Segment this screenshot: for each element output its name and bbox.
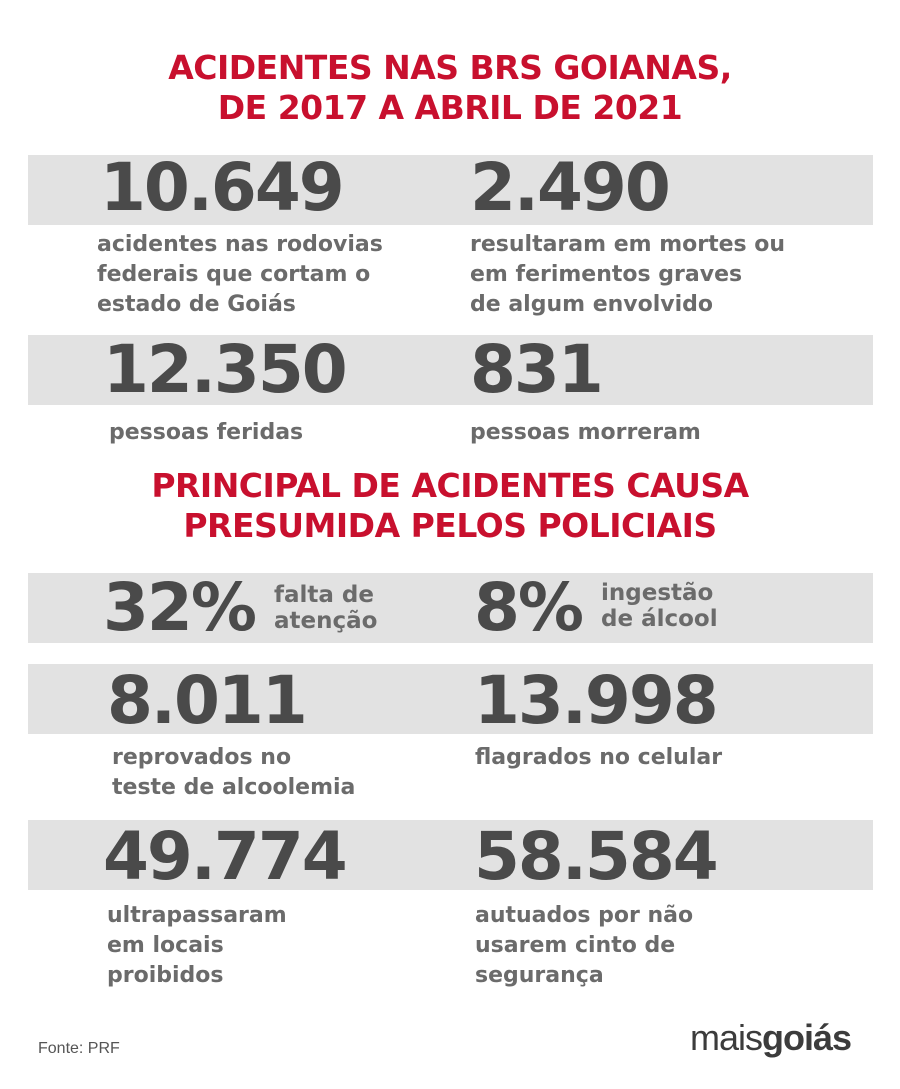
main-title-line-1: ACIDENTES NAS BRS GOIANAS, <box>168 48 732 87</box>
stat-value-breathalyzer: 8.011 <box>107 662 306 739</box>
stat-value-phone: 13.998 <box>474 662 717 739</box>
cause-value-alcohol: 8% <box>474 569 583 646</box>
section-title-line-1: PRINCIPAL DE ACIDENTES CAUSA <box>151 466 749 505</box>
stat-label-phone: flagrados no celular <box>475 745 723 770</box>
stat-label-deaths-injuries: resultaram em mortes ou em ferimentos graves de algum envolvido <box>470 232 786 317</box>
stat-value-dead: 831 <box>470 331 602 408</box>
main-title-line-2: DE 2017 A ABRIL DE 2021 <box>217 88 683 127</box>
source-note: Fonte: PRF <box>38 1040 120 1057</box>
stat-value-accidents: 10.649 <box>100 149 343 226</box>
stat-label-injured: pessoas feridas <box>109 420 304 445</box>
cause-value-attention: 32% <box>103 569 255 646</box>
cause-label-attention: falta de atenção <box>274 582 378 634</box>
stat-value-overtaking: 49.774 <box>103 818 346 895</box>
stat-label-accidents: acidentes nas rodovias federais que cortam o estado de Goiás <box>97 232 383 317</box>
stat-label-dead: pessoas morreram <box>470 420 701 445</box>
logo-part-goias: goiás <box>762 1017 852 1058</box>
stat-label-overtaking: ultrapassaram em locais proibidos <box>107 903 287 988</box>
brand-logo <box>690 1017 851 1059</box>
stat-value-deaths-injuries: 2.490 <box>470 149 669 226</box>
logo-part-mais: mais <box>690 1017 763 1058</box>
stat-label-seatbelt: autuados por não usarem cinto de segurança <box>475 903 694 988</box>
stat-value-injured: 12.350 <box>103 331 346 408</box>
section-title-line-2: PRESUMIDA PELOS POLICIAIS <box>183 506 717 545</box>
cause-label-alcohol: ingestão de álcool <box>601 580 718 632</box>
stat-value-seatbelt: 58.584 <box>474 818 717 895</box>
stat-label-breathalyzer: reprovados no teste de alcoolemia <box>112 745 356 800</box>
